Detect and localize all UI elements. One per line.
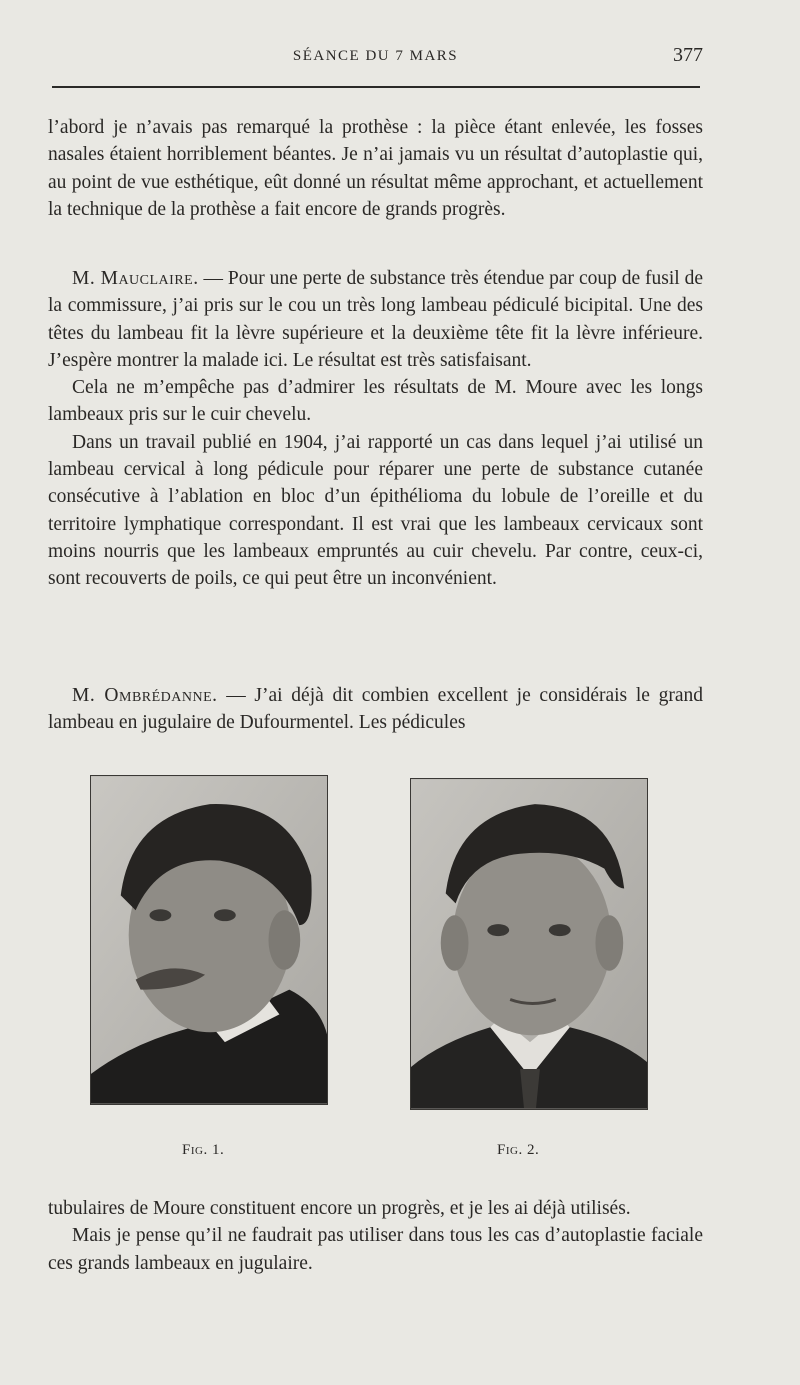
text-block-top <box>48 114 703 233</box>
figure-1-photo <box>90 775 328 1105</box>
figure-2-caption: Fig. 2. <box>497 1142 540 1158</box>
text-block-ombredanne <box>48 682 703 737</box>
portrait-before-photo <box>90 775 328 1105</box>
paragraph-mauclaire <box>48 265 703 374</box>
text-block-bottom <box>48 1195 703 1277</box>
paragraph-pedicules: tubulaires de Moure constituent encore un progrès, et je les ai déjà utilisés. <box>48 1198 631 1219</box>
page-header <box>48 46 703 70</box>
figure-2-photo <box>410 778 648 1110</box>
figure-1-caption: Fig. 1. <box>182 1142 225 1158</box>
paragraph-prothese: l’abord je n’avais pas remarqué la prothèse : la pièce étant enlevée, les fosses nasales étaient horriblement béantes. Je n’ai jamais vu un résultat d’autoplastie qui, au point de vue esthétique, eût donné un résultat même approchant, et actuellement la technique de la prothèse a fait encore de grands progrès. <box>48 117 703 220</box>
ombredanne-remarks: — J’ai déjà dit combien excellent je considérais le grand lambeau en jugulaire de Dufourmentel. Les pédicules <box>48 685 703 734</box>
header-rule <box>52 86 700 88</box>
paragraph-travail-1904: Dans un travail publié en 1904, j’ai rapporté un cas dans lequel j’ai utilisé un lambeau cervical à long pédicule pour réparer une perte de substance cutanée consécutive à l’ablation en bloc d’un épithélioma du lobule de l’oreille et du territoire lymphatique correspondant. Il est vrai que les lambeaux cervicaux sont moins nourris que les lambeaux empruntés au cuir chevelu. Par contre, ceux-ci, sont recouverts de poils, ce qui peut être un inconvénient. <box>48 431 703 590</box>
text-block-mauclaire <box>48 265 703 593</box>
paragraph-conclusion: Mais je pense qu’il ne faudrait pas utiliser dans tous les cas d’autoplastie faciale ces grands lambeaux en jugulaire. <box>48 1225 703 1274</box>
portrait-after-photo <box>410 778 648 1110</box>
running-title: SÉANCE DU 7 MARS <box>292 48 459 64</box>
mauclaire-remarks: — Pour une perte de substance très étendue par coup de fusil de la commissure, j’ai pris sur le cou un très long lambeau pédiculé bicipital. Une des têtes du lambeau fit la lèvre supérieure et la deuxième tête fit la lèvre inférieure. J’espère montrer la malade ici. Le résultat est très satisfaisant. <box>48 268 704 371</box>
paragraph-ombredanne <box>48 682 703 737</box>
speaker-mauclaire: M. Mauclaire. <box>72 268 199 289</box>
paragraph-gap <box>48 223 703 233</box>
page-number: 377 <box>673 44 703 66</box>
paragraph-moure: Cela ne m’empêche pas d’admirer les résultats de M. Moure avec les longs lambeaux pris sur le cuir chevelu. <box>48 377 703 426</box>
speaker-ombredanne: M. Ombrédanne. <box>72 685 218 706</box>
